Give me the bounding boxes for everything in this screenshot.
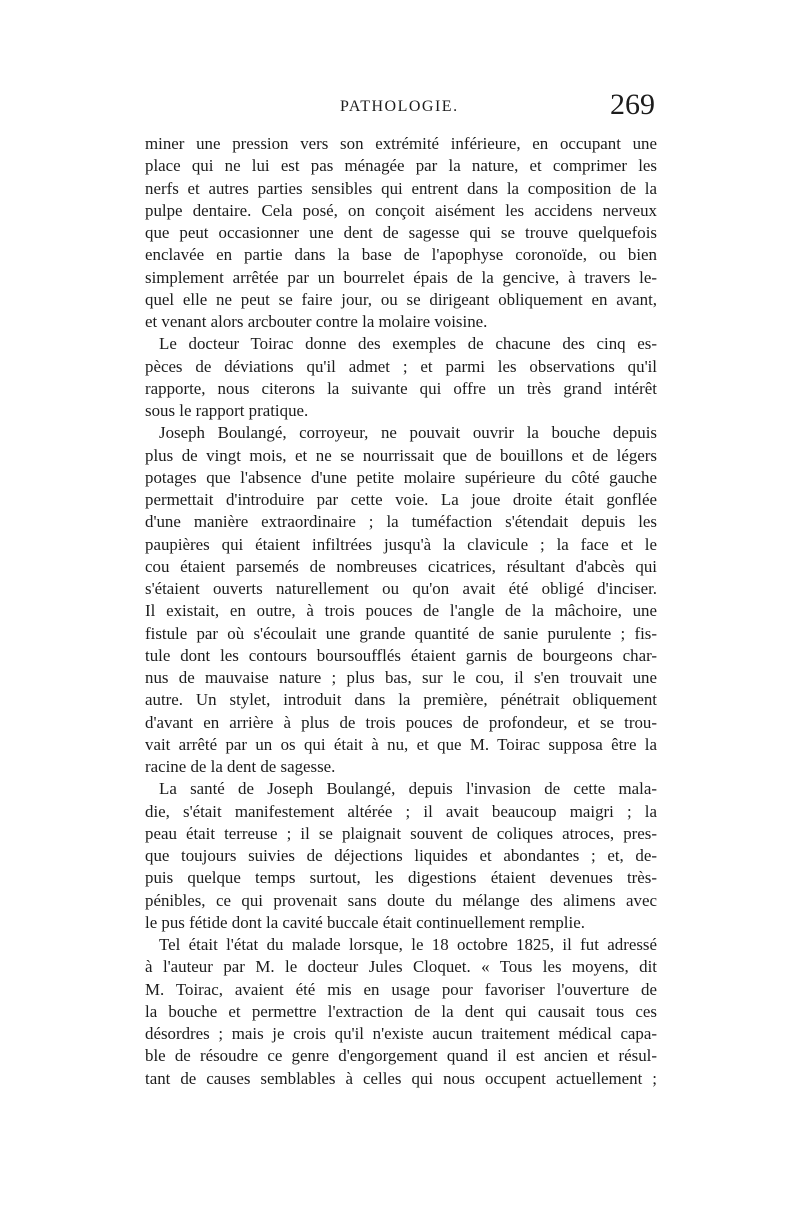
running-title: PATHOLOGIE. [340, 98, 459, 115]
text-line: racine de la dent de sagesse. [145, 757, 336, 776]
text-line: quel elle ne peut se faire jour, ou se dirigeant obliquement en avant, [145, 289, 657, 309]
text-line: que peut occasionner une dent de sagesse qui se trouve quelquefois [145, 223, 657, 242]
text-line: cou étaient parsemés de nombreuses cicatrices, résultant d'abcès qui [145, 556, 657, 576]
text-line: que toujours suivies de déjections liquides et abondantes ; et, de- [145, 846, 657, 865]
text-line: La santé de Joseph Boulangé, depuis l'invasion de cette mala- [159, 779, 657, 799]
text-line: tant de causes semblables à celles qui nous occupent actuellement ; [145, 1068, 657, 1088]
text-line: enclavée en partie dans la base de l'apophyse coronoïde, ou bien [145, 245, 657, 265]
text-line: Il existait, en outre, à trois pouces de l'angle de la mâchoire, une [145, 601, 657, 621]
text-line: peau était terreuse ; il se plaignait souvent de coliques atroces, pres- [145, 823, 657, 843]
text-line: pulpe dentaire. Cela posé, on conçoit aisément les accidens nerveux [145, 200, 657, 220]
text-line: puis quelque temps surtout, les digestions étaient devenues très- [145, 868, 657, 888]
text-line: potages que l'absence d'une petite molaire supérieure du côté gauche [145, 467, 657, 487]
text-line: nus de mauvaise nature ; plus bas, sur le cou, il s'en trouvait une [145, 668, 657, 687]
text-line: à l'auteur par M. le docteur Jules Cloquet. « Tous les moyens, dit [145, 957, 657, 977]
text-line: autre. Un stylet, introduit dans la première, pénétrait obliquement [145, 690, 657, 710]
body-text [145, 133, 657, 1090]
text-line: d'une manière extraordinaire ; la tuméfaction s'étendait depuis les [145, 512, 657, 532]
text-line: miner une pression vers son extrémité inférieure, en occupant une [145, 134, 657, 153]
text-line: ble de résoudre ce genre d'engorgement quand il est ancien et résul- [145, 1046, 657, 1066]
text-line: désordres ; mais je crois qu'il n'existe aucun traitement médical capa- [145, 1024, 657, 1043]
text-line: nerfs et autres parties sensibles qui entrent dans la composition de la [145, 178, 657, 198]
text-line: pèces de déviations qu'il admet ; et parmi les observations qu'il [145, 356, 657, 376]
text-line: sous le rapport pratique. [145, 401, 309, 420]
text-line: Le docteur Toirac donne des exemples de chacune des cinq es- [159, 334, 657, 354]
text-line: rapporte, nous citerons la suivante qui offre un très grand intérêt [145, 378, 657, 398]
text-line: le pus fétide dont la cavité buccale était continuellement remplie. [145, 912, 585, 932]
text-line: vait arrêté par un os qui était à nu, et que M. Toirac supposa être la [145, 734, 657, 754]
text-line: place qui ne lui est pas ménagée par la nature, et comprimer les [145, 156, 657, 176]
text-line: la bouche et permettre l'extraction de la dent qui causait tous ces [145, 1001, 657, 1021]
page-number: 269 [610, 88, 655, 121]
text-line: s'étaient ouverts naturellement ou qu'on avait été obligé d'inciser. [145, 579, 657, 598]
text-line: simplement arrêtée par un bourrelet épais de la gencive, à travers le- [145, 267, 657, 287]
text-line: permettait d'introduire par cette voie. La joue droite était gonflée [145, 490, 657, 509]
text-line: d'avant en arrière à plus de trois pouces de profondeur, et se trou- [145, 712, 657, 732]
text-line: Tel était l'état du malade lorsque, le 18 octobre 1825, il fut adressé [159, 935, 657, 954]
text-line: plus de vingt mois, et ne se nourrissait que de bouillons et de légers [145, 445, 657, 465]
text-line: Joseph Boulangé, corroyeur, ne pouvait ouvrir la bouche depuis [159, 423, 657, 443]
text-line: die, s'était manifestement altérée ; il avait beaucoup maigri ; la [145, 801, 657, 821]
text-line: M. Toirac, avaient été mis en usage pour favoriser l'ouverture de [145, 979, 657, 999]
text-line: pénibles, ce qui provenait sans doute du mélange des alimens avec [145, 890, 657, 910]
text-line: paupières qui étaient infiltrées jusqu'à la clavicule ; la face et le [145, 534, 657, 554]
text-line: et venant alors arcbouter contre la molaire voisine. [145, 312, 488, 331]
text-line: fistule par où s'écoulait une grande quantité de sanie purulente ; fis- [145, 623, 657, 643]
running-head [145, 88, 655, 128]
text-line: tule dont les contours boursoufflés étaient garnis de bourgeons char- [145, 645, 657, 665]
